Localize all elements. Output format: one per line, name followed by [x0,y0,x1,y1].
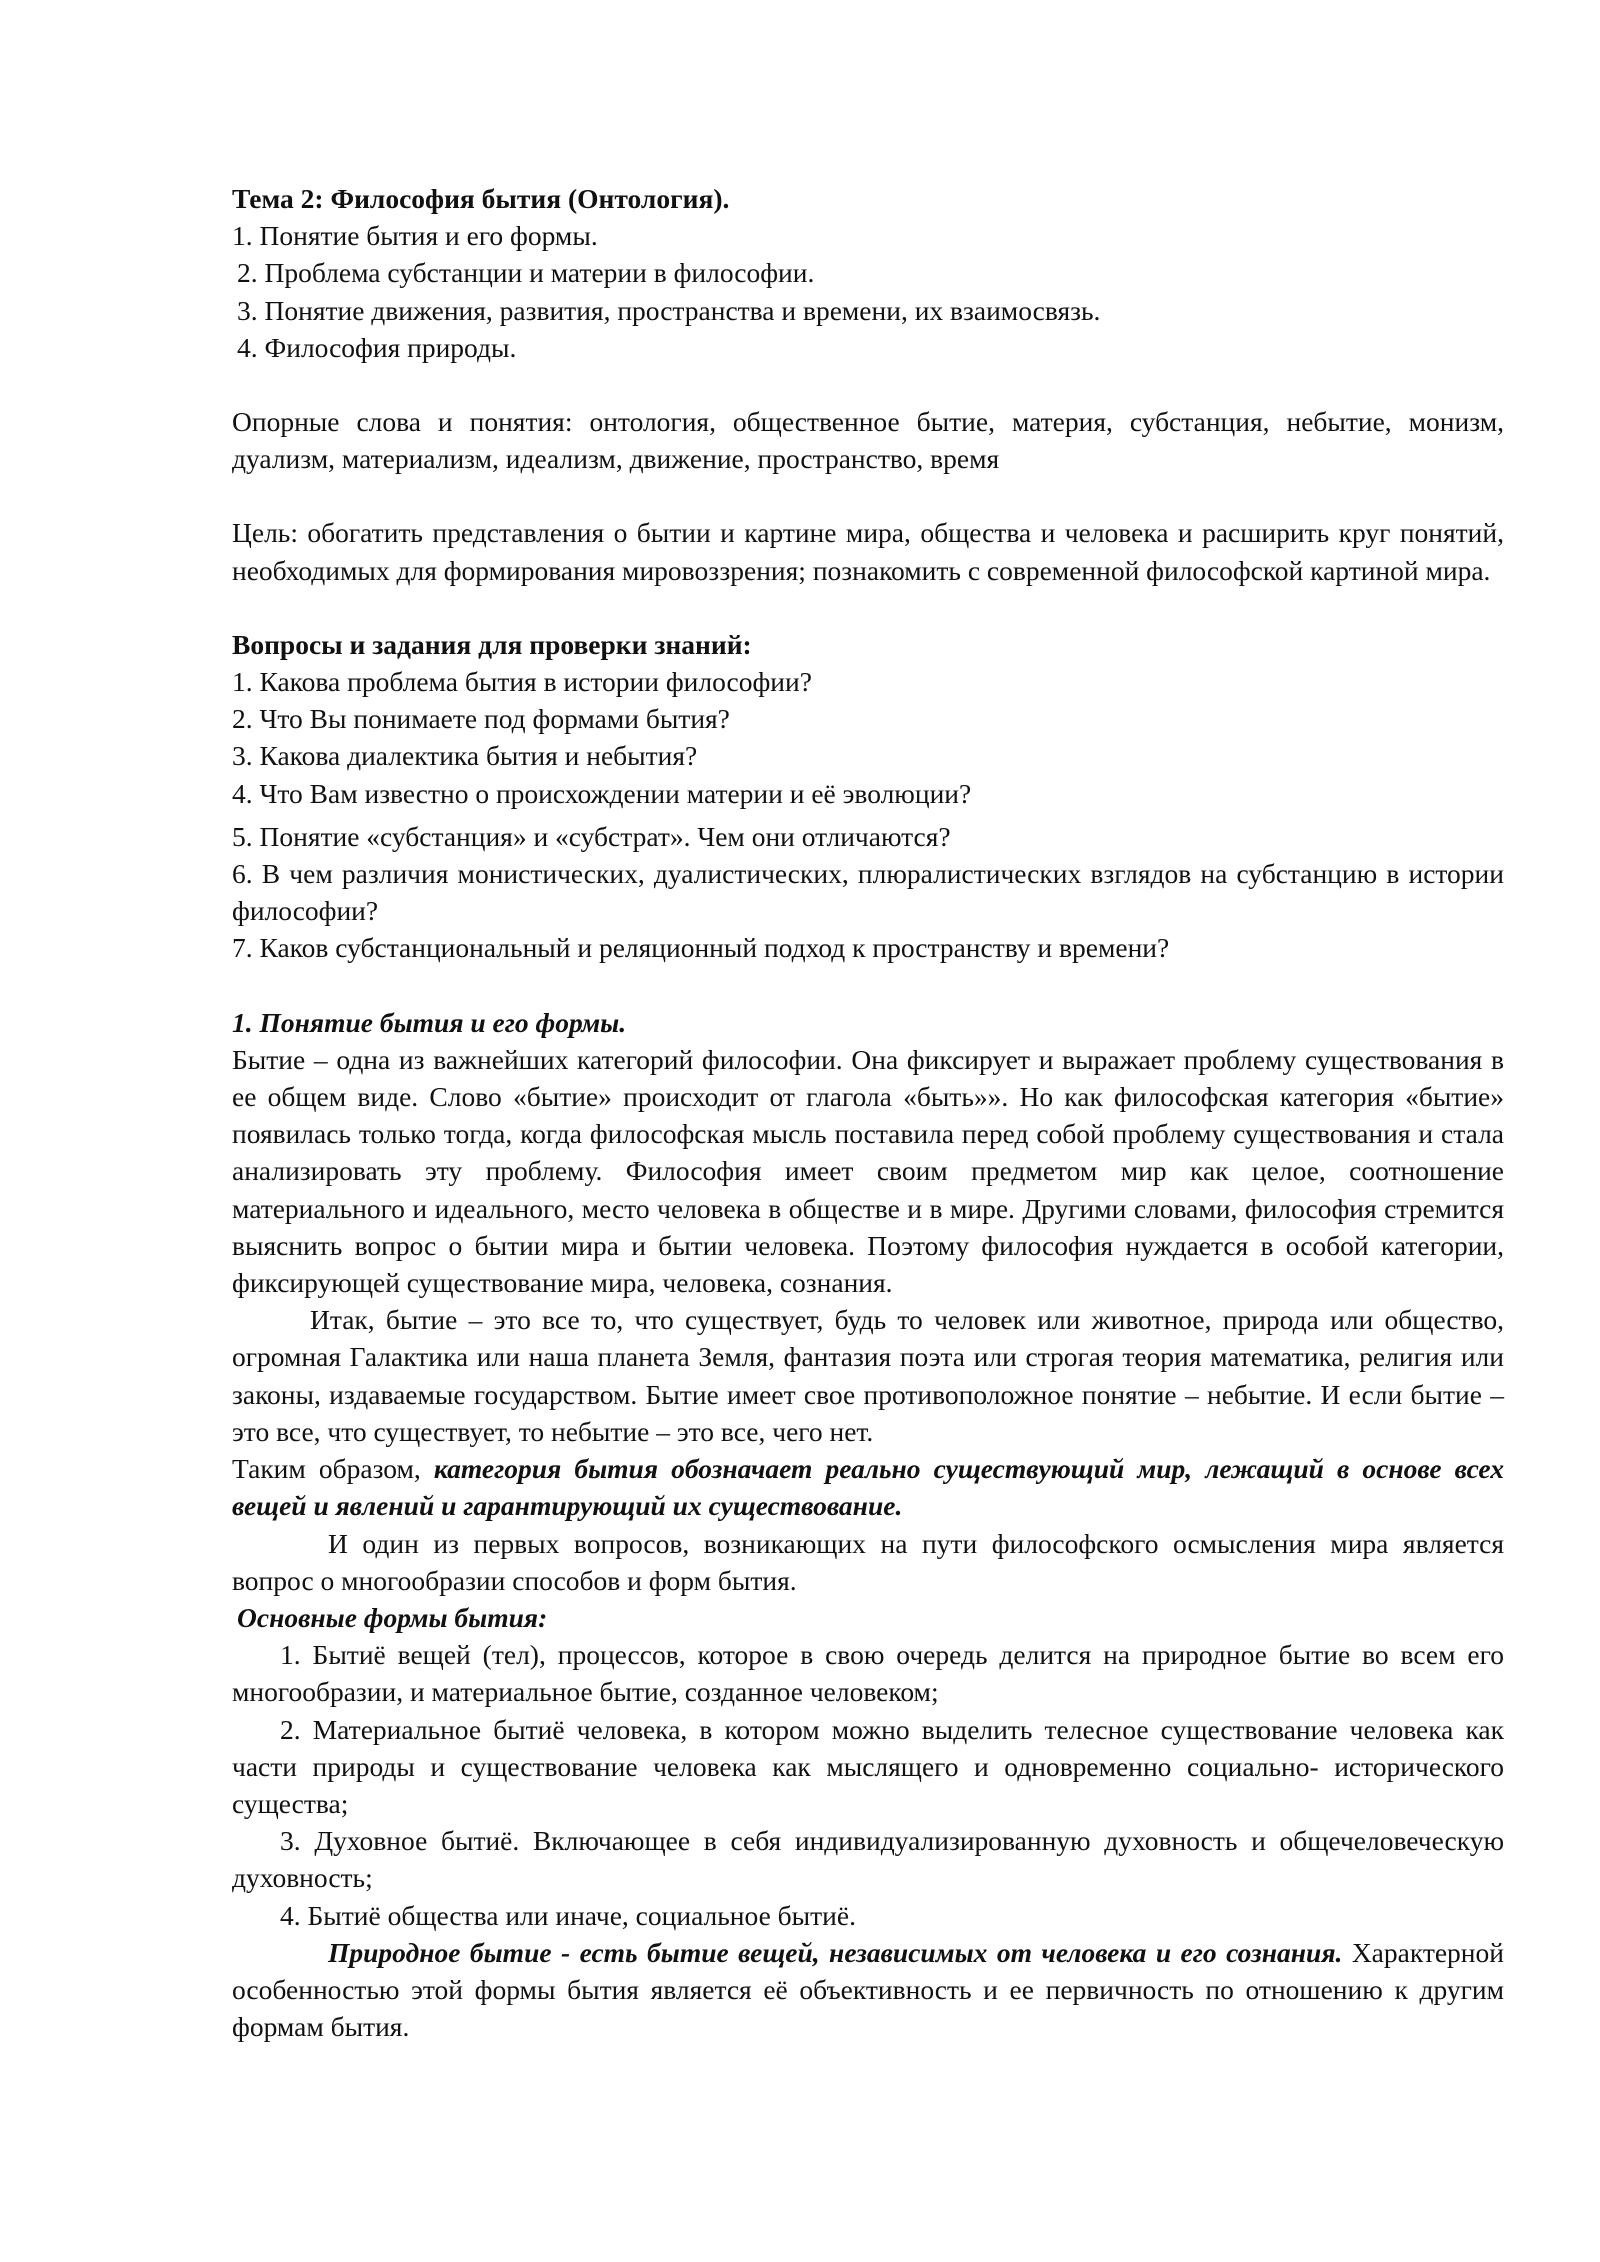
question-2: 2. Что Вы понимаете под формами бытия? [232,703,730,735]
question-1: 1. Какова проблема бытия в истории философии? [232,666,812,698]
form-item-3: 3. Духовное бытиё. Включающее в себя индивидуализированную духовность и общечеловеческую духовность; [232,1825,1504,1894]
body-paragraph-5-rest: Характерной особенностью этой формы бытия является её объективность и ее первичность по отношению к другим формам бытия. [232,1936,1504,2043]
spacer [232,967,1504,1004]
body-paragraph-2: Итак, бытие – это все то, что существует, будь то человек или животное, природа или общество, огромная Галактика или наша планета Земля, фантазия поэта или строгая теория математика, религия или законы, издаваемые государством. Бытие имеет свое противоположное понятие – небытие. И если бытие – это все, что существует, то небытие – это все, чего нет. [232,1304,1504,1447]
body-paragraph-3 [232,1450,1504,1524]
body-paragraph-5-emphasis: Природное бытие - есть бытие вещей, независимых от человека и его сознания. [328,1936,1343,1968]
form-item-2: 2. Материальное бытиё человека, в котором можно выделить телесное существование человека как части природы и существование человека как мыслящего и одновременно социально- исторического существа; [232,1713,1504,1819]
body-paragraph-4: И один из первых вопросов, возникающих на пути философского осмысления мира является вопрос о многообразии способов и форм бытия. [232,1527,1504,1596]
questions-heading: Вопросы и задания для проверки знаний: [232,628,752,660]
plan-item-3: 3. Понятие движения, развития, пространства и времени, их взаимосвязь. [237,294,1101,326]
forms-heading: Основные формы бытия: [237,1601,548,1633]
plan-item-2: 2. Проблема субстанции и материи в философии. [237,257,815,289]
body-paragraph-3-emphasis: категория бытия обозначает реально существующий мир, лежащий в основе всех вещей и явлений и гарантирующий их существование. [232,1453,1505,1522]
plan-item-1: 1. Понятие бытия и его формы. [232,220,598,252]
question-3: 3. Какова диалектика бытия и небытия? [232,740,698,772]
form-item-4: 4. Бытиё общества или иначе, социальное бытиё. [280,1899,856,1931]
goal-paragraph: Цель: обогатить представления о бытии и картине мира, общества и человека и расширить круг понятий, необходимых для формирования мировоззрения; познакомить с современной философской картиной мира. [232,517,1504,586]
question-4: 4. Что Вам известно о происхождении материи и её эволюции? [232,777,972,809]
body-paragraph-3-lead: Таким образом, [232,1453,434,1485]
document-page [232,180,1504,2045]
keywords-paragraph: Опорные слова и понятия: онтология, общественное бытие, материя, субстанция, небытие, монизм, дуализм, материализм, идеализм, движение, пространство, время [232,406,1504,475]
body-paragraph-1: Бытие – одна из важнейших категорий философии. Она фиксирует и выражает проблему существования в ее общем виде. Слово «бытие» происходит от глагола «быть»». Но как философская категория «бытие» появилась только тогда, когда философская мысль поставила перед собой проблему существования и стала анализировать эту проблему. Философия имеет своим предметом мир как целое, соотношение материального и идеального, место человека в обществе и в мире. Другими словами, философия стремится выяснить вопрос о бытии мира и бытии человека. Поэтому философия нуждается в особой категории, фиксирующей существование мира, человека, сознания. [232,1043,1504,1299]
form-item-1: 1. Бытиё вещей (тел), процессов, которое в свою очередь делится на природное бытие во всем его многообразии, и материальное бытие, созданное человеком; [232,1639,1504,1708]
plan-item-4: 4. Философия природы. [237,331,517,363]
spacer [232,366,1504,403]
topic-title: Тема 2: Философия бытия (Онтология). [232,183,730,214]
body-paragraph-5 [232,1934,1504,2046]
question-5: 5. Понятие «субстанция» и «субстрат». Чем они отличаются? [232,820,951,852]
question-7: 7. Каков субстанциональный и реляционный подход к пространству и времени? [232,932,1170,964]
spacer [232,589,1504,626]
question-6: 6. В чем различия монистических, дуалистических, плюралистических взглядов на субстанцию в истории философии? [232,858,1504,927]
section-1-heading: 1. Понятие бытия и его формы. [232,1006,627,1038]
spacer [232,477,1504,514]
